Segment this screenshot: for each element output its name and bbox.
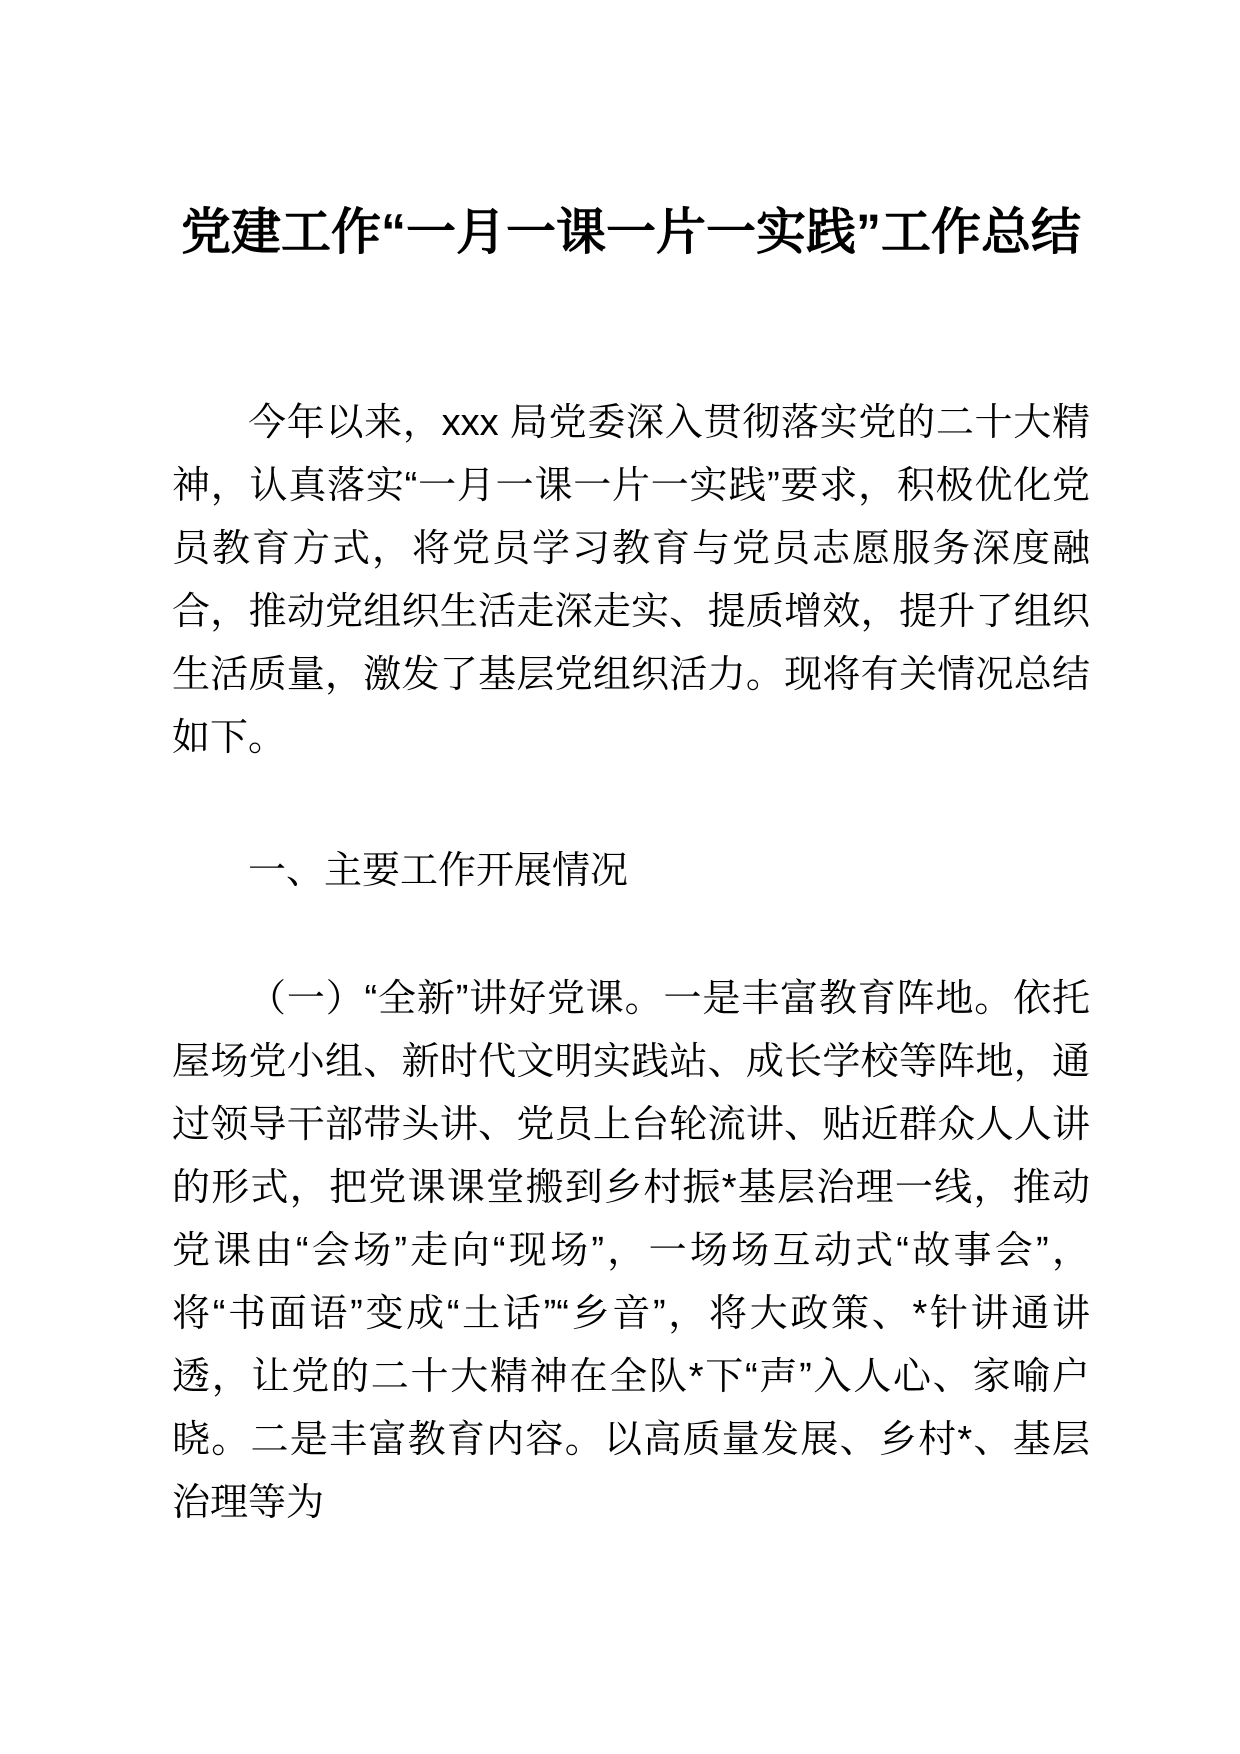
section-heading-main-work: 一、主要工作开展情况: [248, 850, 629, 892]
paragraph-party-class-work: （一）“全新”讲好党课。一是丰富教育阵地。依托屋场党小组、新时代文明实践站、成长学校等阵地，通过领导干部带头讲、党员上台轮流讲、贴近群众人人讲的形式，把党课课堂搬到乡村振*基层治理一线，推动党课由“会场”走向“现场”，一场场互动式“故事会”，将“书面语”变成“土话”“乡音”，将大政策、*针讲通讲透，让党的二十大精神在全队*下“声”入人心、家喻户晓。二是丰富教育内容。以高质量发展、乡村*、基层治理等为: [172, 978, 1090, 1524]
document-title: 党建工作“一月一课一片一实践”工作总结: [181, 204, 1081, 260]
intro-paragraph: 今年以来，xxx 局党委深入贯彻落实党的二十大精神，认真落实“一月一课一片一实践”要求，积极优化党员教育方式，将党员学习教育与党员志愿服务深度融合，推动党组织生活走深走实、提质增效，提升了组织生活质量，激发了基层党组织活力。现将有关情况总结如下。: [172, 402, 1090, 759]
